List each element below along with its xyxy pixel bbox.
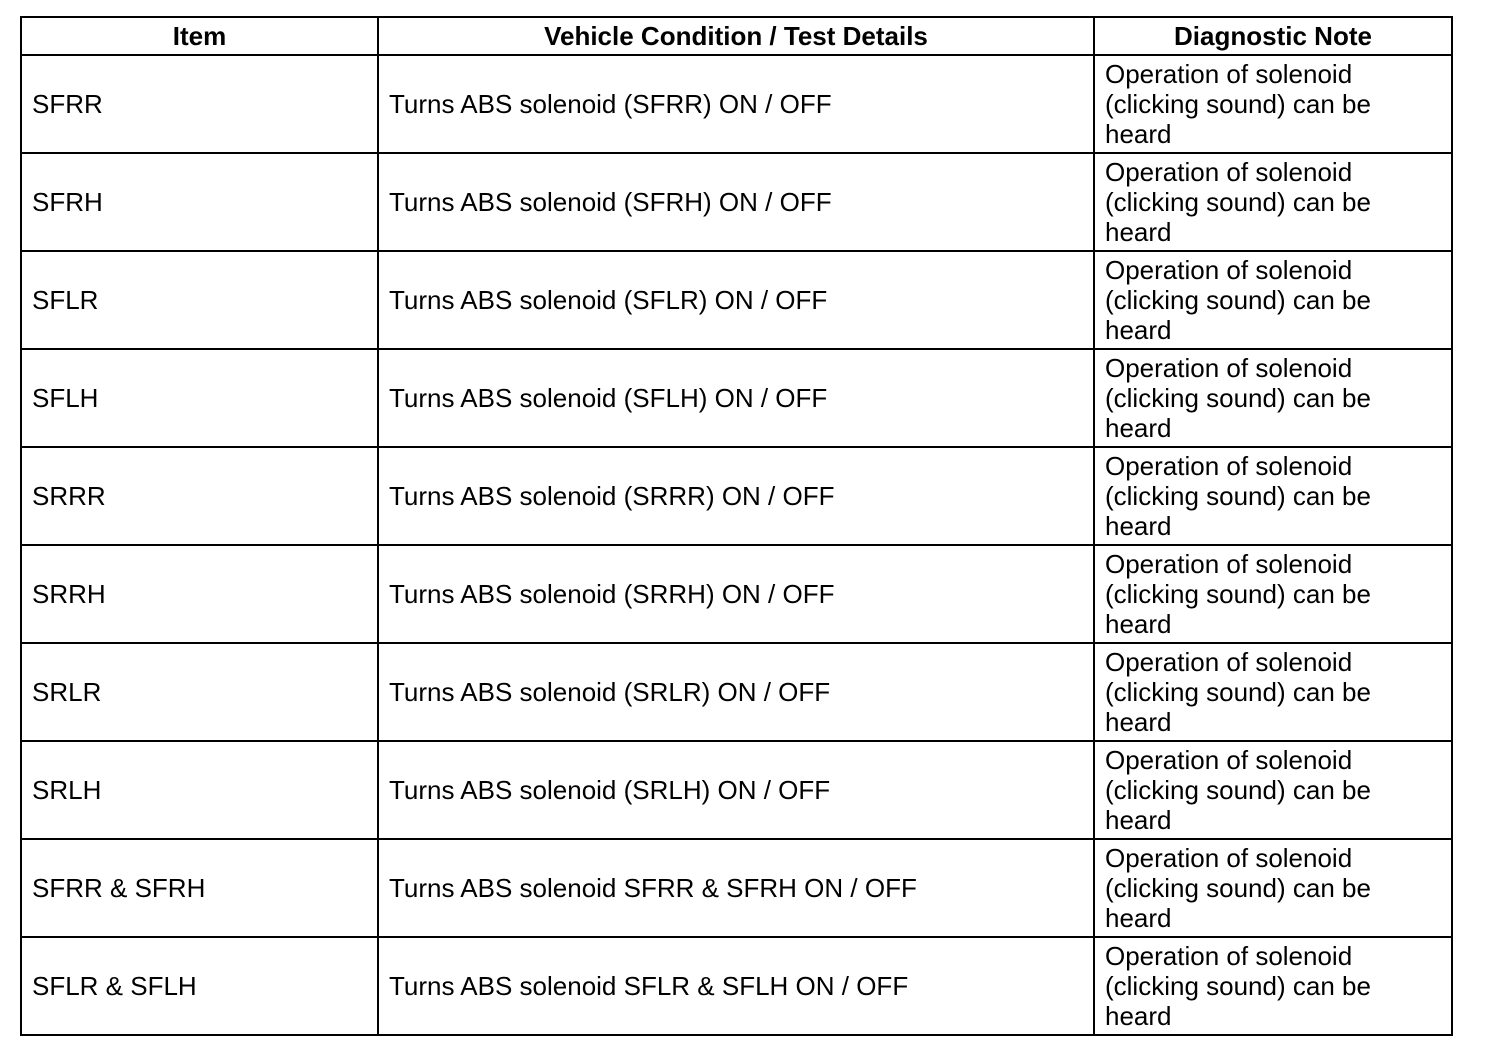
cell-note: Operation of solenoid (clicking sound) can be heard: [1094, 839, 1452, 937]
table-row: [21, 447, 1452, 545]
cell-note: Operation of solenoid (clicking sound) can be heard: [1094, 741, 1452, 839]
cell-condition: Turns ABS solenoid SFLR & SFLH ON / OFF: [378, 937, 1094, 1035]
cell-note: Operation of solenoid (clicking sound) can be heard: [1094, 545, 1452, 643]
table-row: [21, 839, 1452, 937]
table-row: [21, 251, 1452, 349]
cell-note: Operation of solenoid (clicking sound) can be heard: [1094, 251, 1452, 349]
cell-condition: Turns ABS solenoid (SFLH) ON / OFF: [378, 349, 1094, 447]
cell-item: SRLH: [21, 741, 378, 839]
cell-condition: Turns ABS solenoid (SRLH) ON / OFF: [378, 741, 1094, 839]
header-item: Item: [21, 17, 378, 55]
table-row: [21, 349, 1452, 447]
table-row: [21, 643, 1452, 741]
table-row: [21, 741, 1452, 839]
cell-condition: Turns ABS solenoid SFRR & SFRH ON / OFF: [378, 839, 1094, 937]
cell-item: SFRH: [21, 153, 378, 251]
cell-condition: Turns ABS solenoid (SFRH) ON / OFF: [378, 153, 1094, 251]
table-row: [21, 937, 1452, 1035]
cell-item: SRRR: [21, 447, 378, 545]
cell-item: SFLH: [21, 349, 378, 447]
cell-condition: Turns ABS solenoid (SFRR) ON / OFF: [378, 55, 1094, 153]
cell-item: SFRR & SFRH: [21, 839, 378, 937]
cell-item: SFLR & SFLH: [21, 937, 378, 1035]
cell-note: Operation of solenoid (clicking sound) can be heard: [1094, 55, 1452, 153]
abs-solenoid-test-table: [20, 16, 1453, 1036]
cell-note: Operation of solenoid (clicking sound) can be heard: [1094, 349, 1452, 447]
table-row: [21, 153, 1452, 251]
cell-item: SFLR: [21, 251, 378, 349]
header-row: [21, 17, 1452, 55]
header-note: Diagnostic Note: [1094, 17, 1452, 55]
cell-condition: Turns ABS solenoid (SFLR) ON / OFF: [378, 251, 1094, 349]
cell-note: Operation of solenoid (clicking sound) can be heard: [1094, 643, 1452, 741]
cell-note: Operation of solenoid (clicking sound) can be heard: [1094, 447, 1452, 545]
table-row: [21, 55, 1452, 153]
cell-condition: Turns ABS solenoid (SRRR) ON / OFF: [378, 447, 1094, 545]
cell-item: SRLR: [21, 643, 378, 741]
cell-note: Operation of solenoid (clicking sound) can be heard: [1094, 153, 1452, 251]
header-condition: Vehicle Condition / Test Details: [378, 17, 1094, 55]
cell-condition: Turns ABS solenoid (SRLR) ON / OFF: [378, 643, 1094, 741]
cell-condition: Turns ABS solenoid (SRRH) ON / OFF: [378, 545, 1094, 643]
cell-note: Operation of solenoid (clicking sound) can be heard: [1094, 937, 1452, 1035]
table-row: [21, 545, 1452, 643]
cell-item: SRRH: [21, 545, 378, 643]
cell-item: SFRR: [21, 55, 378, 153]
